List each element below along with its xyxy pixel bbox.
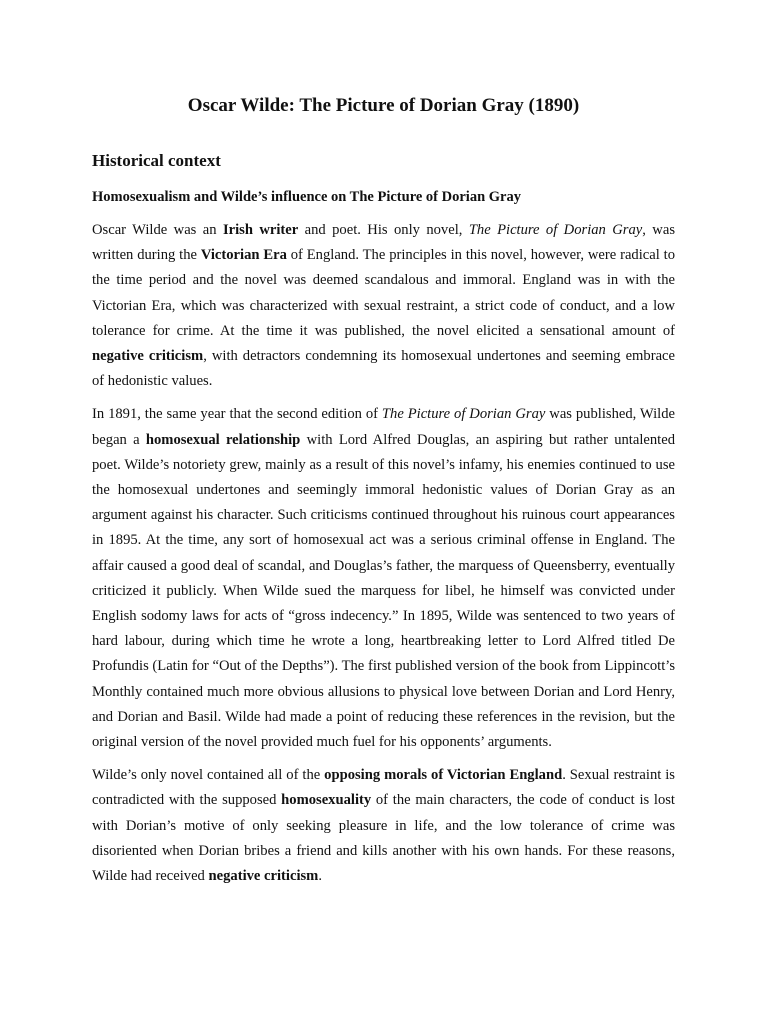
bold-text-run: negative criticism bbox=[92, 348, 204, 365]
text-run: with Lord Alfred Douglas, an aspiring but rather untalented poet. Wilde’s notoriety grew, mainly as a result of this novel’s infamy, his enemies continued to use the homosexual undertones and seemingly immoral hedonistic values of Dorian Gray as an argument against his character. Such criticisms continued throughout his ruinous court appearances in 1895. At the time, any sort of homosexual act was a serious criminal offense in England. The affair caused a good deal of scandal, and Douglas’s father, the marquess of Queensberry, eventually criticized it publicly. When Wilde sued the marquess for libel, he himself was convicted under English sodomy laws for acts of “gross indecency.” In 1895, Wilde was sentenced to two years of hard labour, during which time he wrote a long, heartbreaking letter to Lord Alfred titled De Profundis (Latin for “Out of the Depths”). The first published version of the book from Lippincott’s Monthly contained much more obvious allusions to physical love between Dorian and Lord Henry, and Dorian and Basil. Wilde had made a point of reducing these references in the revision, but the original version of the novel provided much fuel for his opponents’ arguments. bbox=[92, 431, 675, 751]
paragraph-3 bbox=[92, 763, 675, 889]
text-run: was published, Wilde began a bbox=[92, 406, 675, 448]
text-run: . Sexual restraint is contradicted with the supposed bbox=[92, 767, 675, 809]
paragraph-1 bbox=[92, 218, 675, 394]
text-run: of the main characters, the code of conduct is lost with Dorian’s motive of only seeking pleasure in life, and the low tolerance of crime was disoriented when Dorian bribes a friend and kills another with his own hands. For these reasons, Wilde had received bbox=[92, 792, 675, 885]
text-run: , was written during the bbox=[92, 222, 675, 264]
bold-text-run: homosexuality bbox=[281, 792, 372, 809]
italic-text-run: The Picture of Dorian Gray bbox=[381, 406, 546, 423]
bold-text-run: Victorian Era bbox=[200, 247, 287, 264]
text-run: , with detractors condemning its homosexual undertones and seeming embrace of hedonistic values. bbox=[92, 348, 675, 390]
text-run: of England. The principles in this novel, however, were radical to the time period and the novel was deemed scandalous and immoral. England was in with the Victorian Era, which was characterized with sexual restraint, a strict code of conduct, and a low tolerance for crime. At the time it was published, the novel elicited a sensational amount of bbox=[92, 247, 676, 339]
text-run: In 1891, the same year that the second edition of bbox=[92, 406, 382, 423]
paragraph-2 bbox=[92, 402, 675, 755]
bold-text-run: homosexual relationship bbox=[145, 431, 301, 448]
section-heading: Historical context bbox=[92, 151, 221, 170]
subsection-heading: Homosexualism and Wilde’s influence on The Picture of Dorian Gray bbox=[92, 189, 521, 205]
text-run: and poet. His only novel, bbox=[298, 222, 469, 238]
italic-text-run: The Picture of Dorian Gray bbox=[468, 222, 643, 238]
text-run: Wilde’s only novel contained all of the bbox=[92, 767, 325, 784]
text-run: . bbox=[318, 868, 322, 885]
bold-text-run: opposing morals of Victorian England bbox=[324, 767, 563, 784]
bold-text-run: Irish writer bbox=[222, 222, 299, 238]
bold-text-run: negative criticism bbox=[208, 868, 319, 885]
text-run: Oscar Wilde was an bbox=[92, 222, 223, 238]
document-title: Oscar Wilde: The Picture of Dorian Gray (1890) bbox=[187, 95, 580, 116]
